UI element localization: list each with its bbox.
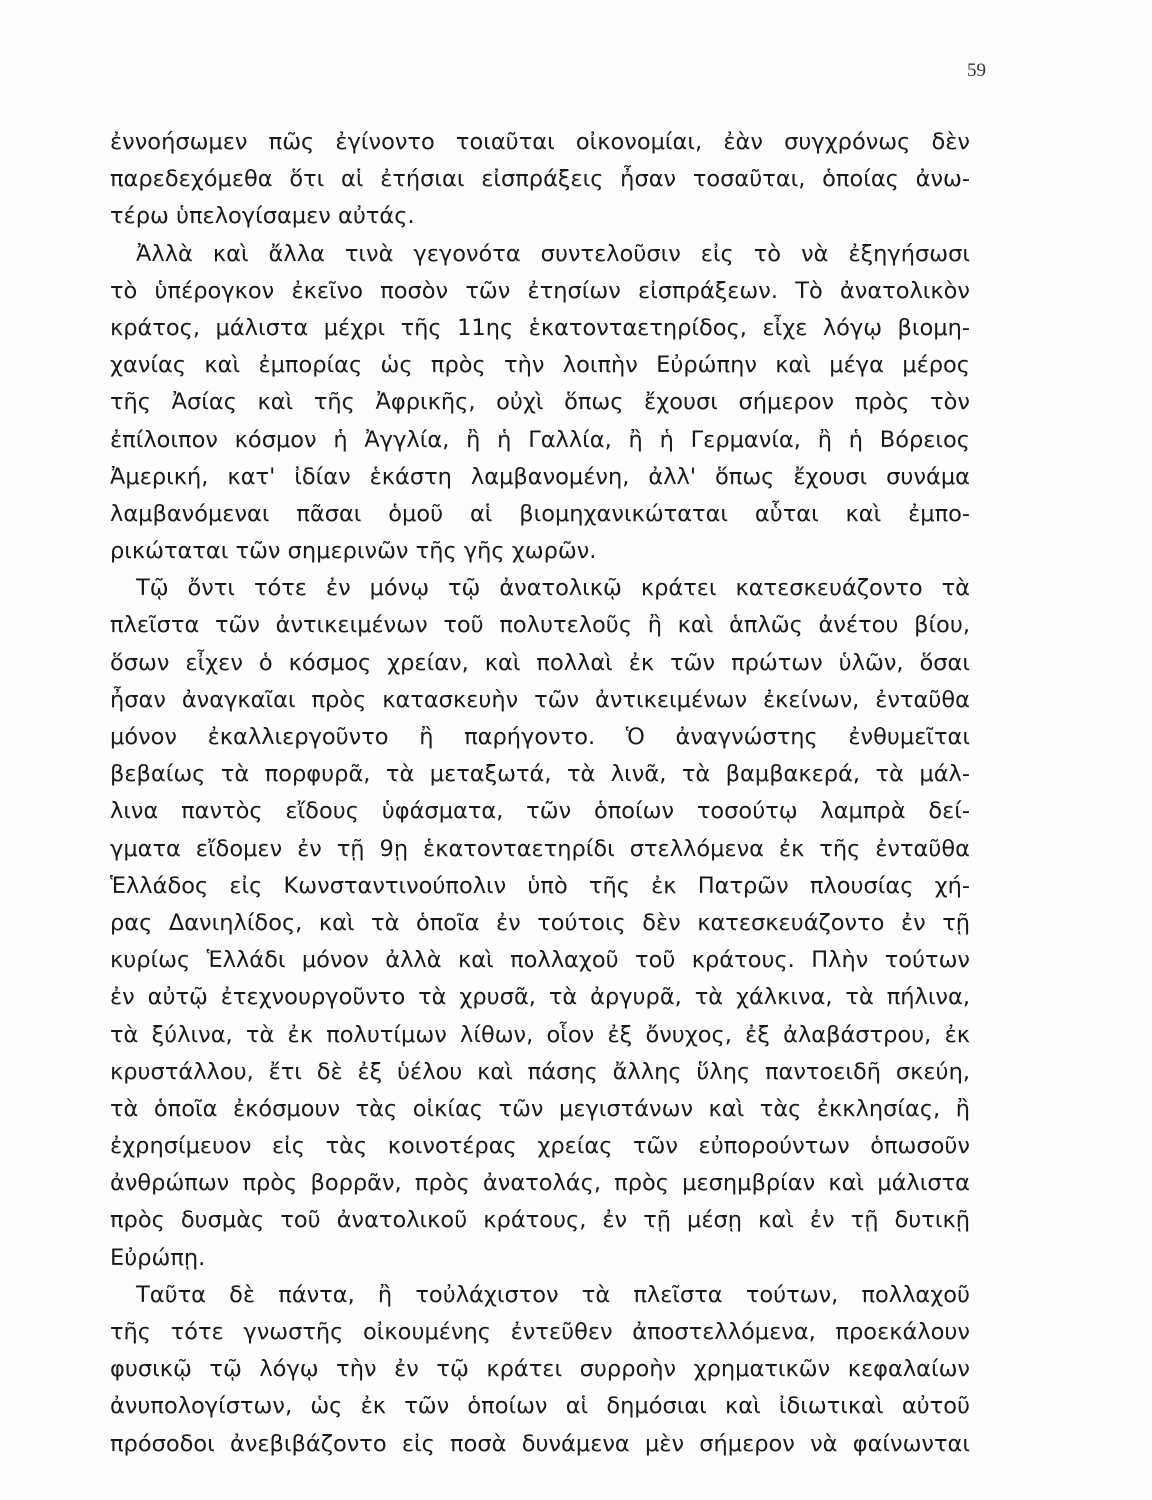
text-line: κράτος, μάλιστα μέχρι τῆς 11ης ἑκατονταετηρίδος, εἶχε λόγῳ βιομη- [110,314,970,341]
text-line: ἐχρησίμευον εἰς τὰς κοινοτέρας χρείας τῶν εὐπορούντων ὁπωσοῦν [110,1133,970,1160]
text-line: φυσικῷ τῷ λόγῳ τὴν ἐν τῷ κράτει συρροὴν χρηματικῶν κεφαλαίων [110,1356,970,1383]
text-line: τὸ ὑπέρογκον ἐκεῖνο ποσὸν τῶν ἐτησίων εἰσπράξεων. Τὸ ἀνατολικὸν [110,277,970,304]
paragraph [110,1277,970,1463]
paragraph [110,124,970,236]
text-line: τῆς Ἀσίας καὶ τῆς Ἀφρικῆς, οὐχὶ ὅπως ἔχουσι σήμερον πρὸς τὸν [110,389,970,416]
text-line: τὰ ξύλινα, τὰ ἐκ πολυτίμων λίθων, οἷον ἐξ ὄνυχος, ἐξ ἀλαβάστρου, ἐκ [110,1021,970,1048]
text-line: λαμβανόμεναι πᾶσαι ὁμοῦ αἱ βιομηχανικώταται αὗται καὶ ἐμπο- [110,500,970,527]
text-line: Ἀμερική, κατ' ἰδίαν ἑκάστη λαμβανομένη, ἀλλ' ὅπως ἔχουσι συνάμα [110,463,970,490]
text-line: κυρίως Ἑλλάδι μόνον ἀλλὰ καὶ πολλαχοῦ τοῦ κράτους. Πλὴν τούτων [110,947,970,974]
text-line: ἀνθρώπων πρὸς βορρᾶν, πρὸς ἀνατολάς, πρὸς μεσημβρίαν καὶ μάλιστα [110,1170,970,1197]
text-line: ἐπίλοιπον κόσμον ἡ Ἀγγλία, ἢ ἡ Γαλλία, ἢ ἡ Γερμανία, ἢ ἡ Βόρειος [110,426,970,453]
page-number: 59 [967,60,986,81]
text-line: πλεῖστα τῶν ἀντικειμένων τοῦ πολυτελοῦς ἢ καὶ ἁπλῶς ἀνέτου βίου, [110,612,970,639]
text-line: μόνον ἐκαλλιεργοῦντο ἢ παρήγοντο. Ὁ ἀναγνώστης ἐνθυμεῖται [110,724,970,750]
body-text [110,124,970,1463]
text-line: ἐννοήσωμεν πῶς ἐγίνοντο τοιαῦται οἰκονομίαι, ἐὰν συγχρόνως δὲν [110,129,970,155]
text-line: χανίας καὶ ἐμπορίας ὡς πρὸς τὴν λοιπὴν Εὐρώπην καὶ μέγα μέρος [110,352,970,379]
text-line: Ταῦτα δὲ πάντα, ἢ τοὐλάχιστον τὰ πλεῖστα τούτων, πολλαχοῦ [136,1281,970,1308]
text-line: τὰ ὁποῖα ἐκόσμουν τὰς οἰκίας τῶν μεγιστάνων καὶ τὰς ἐκκλησίας, ἢ [110,1095,970,1122]
text-line: Τῷ ὄντι τότε ἐν μόνῳ τῷ ἀνατολικῷ κράτει κατεσκευάζοντο τὰ [136,575,970,602]
text-line: λινα παντὸς εἴδους ὑφάσματα, τῶν ὁποίων τοσούτῳ λαμπρὰ δεί- [110,798,970,825]
paragraph [110,570,970,1277]
text-line: Ἑλλάδος εἰς Κωνσταντινούπολιν ὑπὸ τῆς ἐκ Πατρῶν πλουσίας χή- [110,872,970,899]
text-line: κρυστάλλου, ἔτι δὲ ἐξ ὑέλου καὶ πάσης ἄλλης ὕλης παντοειδῆ σκεύη, [110,1058,970,1085]
text-line: παρεδεχόμεθα ὅτι αἱ ἐτήσιαι εἰσπράξεις ἦσαν τοσαῦται, ὁποίας ἀνω- [110,166,970,193]
text-line: ἦσαν ἀναγκαῖαι πρὸς κατασκευὴν τῶν ἀντικειμένων ἐκείνων, ἐνταῦθα [110,686,970,713]
text-line: ρας Δανιηλίδος, καὶ τὰ ὁποῖα ἐν τούτοις δὲν κατεσκευάζοντο ἐν τῇ [110,909,970,936]
text-line: ἐν αὐτῷ ἐτεχνουργοῦντο τὰ χρυσᾶ, τὰ ἀργυρᾶ, τὰ χάλκινα, τὰ πήλινα, [110,984,970,1011]
text-line: τέρω ὑπελογίσαμεν αὐτάς. [110,203,415,230]
text-line: Εὐρώπῃ. [110,1244,206,1271]
text-line: γματα εἴδομεν ἐν τῇ 9ῃ ἑκατονταετηρίδι στελλόμενα ἐκ τῆς ἐνταῦθα [110,835,970,862]
text-line: βεβαίως τὰ πορφυρᾶ, τὰ μεταξωτά, τὰ λινᾶ, τὰ βαμβακερά, τὰ μάλ- [110,761,970,788]
text-line: πρὸς δυσμὰς τοῦ ἀνατολικοῦ κράτους, ἐν τῇ μέσῃ καὶ ἐν τῇ δυτικῇ [110,1207,970,1234]
text-line: ὅσων εἶχεν ὁ κόσμος χρείαν, καὶ πολλαὶ ἐκ τῶν πρώτων ὑλῶν, ὅσαι [110,649,970,676]
text-line: ρικώταται τῶν σημερινῶν τῆς γῆς χωρῶν. [110,538,597,565]
text-line: ἀνυπολογίστων, ὡς ἐκ τῶν ὁποίων αἱ δημόσιαι καὶ ἰδιωτικαὶ αὐτοῦ [110,1393,970,1420]
text-line: πρόσοδοι ἀνεβιβάζοντο εἰς ποσὰ δυνάμενα μὲν σήμερον νὰ φαίνωνται [110,1430,970,1457]
paragraph [110,236,970,571]
text-line: Ἀλλὰ καὶ ἄλλα τινὰ γεγονότα συντελοῦσιν εἰς τὸ νὰ ἐξηγήσωσι [136,240,970,267]
text-line: τῆς τότε γνωστῆς οἰκουμένης ἐντεῦθεν ἀποστελλόμενα, προεκάλουν [110,1319,970,1345]
